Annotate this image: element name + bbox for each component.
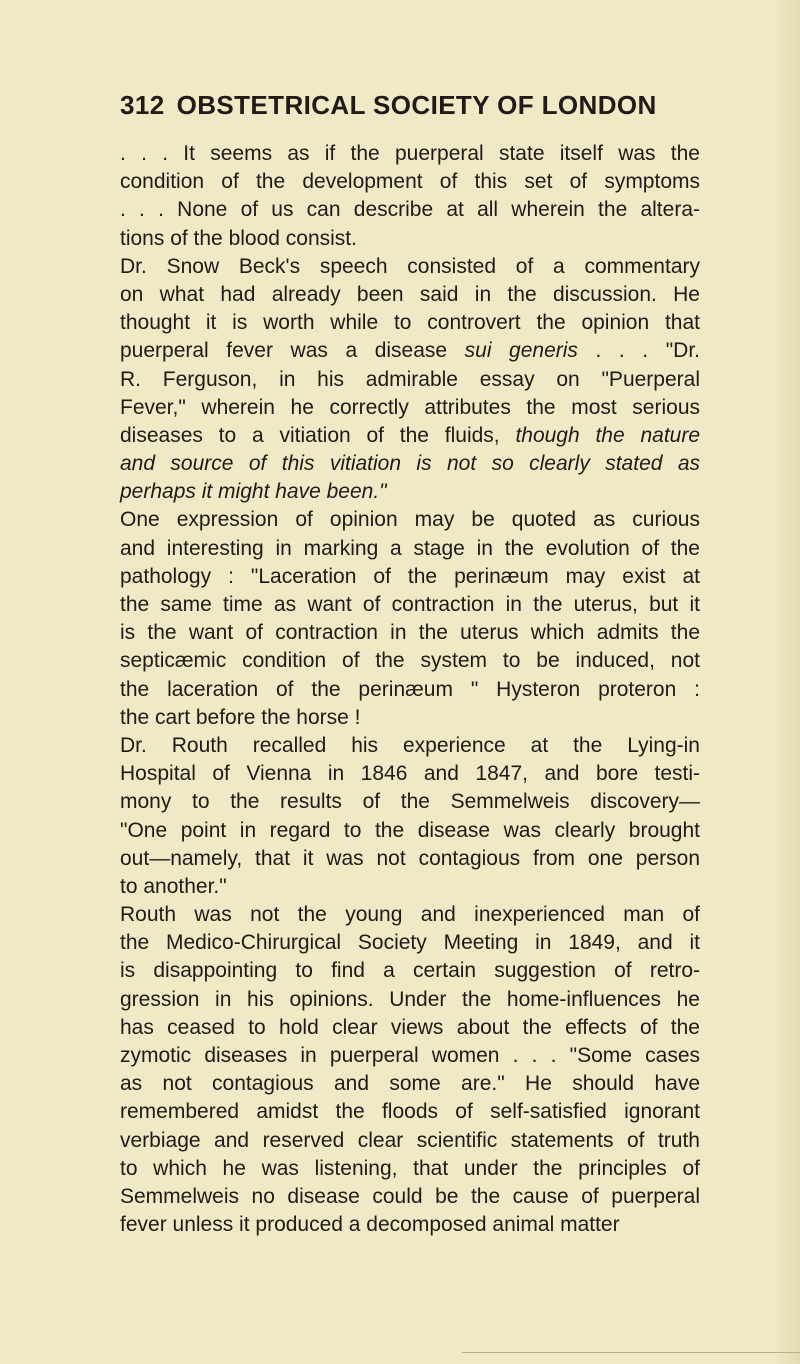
- text-segment: the laceration of the perinæum " Hysteron proteron :: [120, 677, 700, 701]
- text-line: [120, 1014, 700, 1042]
- text-segment: condition of the development of this set of symptoms: [120, 170, 700, 194]
- text-line: [120, 732, 700, 760]
- text-segment: verbiage and reserved clear scientific statements of truth: [120, 1128, 700, 1152]
- text-line: [120, 704, 700, 732]
- text-segment: mony to the results of the Semmelweis discovery—: [120, 790, 700, 814]
- text-segment: has ceased to hold clear views about the effects of the: [120, 1015, 700, 1039]
- text-line: [120, 366, 700, 394]
- italic-text: and source of this vitiation is not so clearly stated as: [120, 452, 700, 476]
- text-line: [120, 563, 700, 591]
- text-line: [120, 647, 700, 675]
- text-segment: Semmelweis no disease could be the cause of puerperal: [120, 1184, 700, 1208]
- text-line: [120, 591, 700, 619]
- text-line: [120, 1155, 700, 1183]
- text-segment: fever unless it produced a decomposed animal matter: [120, 1213, 620, 1237]
- text-segment: and interesting in marking a stage in the evolution of the: [120, 536, 700, 560]
- page-edge-shadow: [774, 0, 800, 1364]
- text-line: [120, 1211, 700, 1239]
- text-segment: to which he was listening, that under the principles of: [120, 1156, 700, 1180]
- paragraph: [120, 506, 700, 732]
- paragraph: [120, 140, 700, 253]
- paragraph: [120, 901, 700, 1239]
- text-line: [120, 873, 700, 901]
- text-line: [120, 1042, 700, 1070]
- text-line: [120, 506, 700, 534]
- body-text: [120, 140, 700, 1239]
- text-segment: . . . "Dr.: [577, 339, 700, 363]
- text-segment: gression in his opinions. Under the home-influences he: [120, 987, 700, 1011]
- text-segment: pathology : "Laceration of the perinæum may exist at: [120, 564, 700, 588]
- text-line: [120, 1098, 700, 1126]
- running-header: [120, 90, 700, 121]
- text-line: [120, 253, 700, 281]
- text-line: [120, 901, 700, 929]
- text-line: [120, 535, 700, 563]
- text-segment: the same time as want of contraction in the uterus, but it: [120, 593, 700, 616]
- text-segment: "One point in regard to the disease was clearly brought: [120, 818, 700, 842]
- paragraph: [120, 253, 700, 507]
- text-line: [120, 817, 700, 845]
- text-line: [120, 422, 700, 450]
- text-segment: Hospital of Vienna in 1846 and 1847, and bore testi-: [120, 762, 700, 786]
- text-line: [120, 676, 700, 704]
- text-line: [120, 478, 700, 506]
- text-segment: puerperal fever was a disease: [120, 339, 465, 363]
- text-segment: thought it is worth while to controvert the opinion that: [120, 311, 700, 335]
- text-line: [120, 619, 700, 647]
- text-segment: out—namely, that it was not contagious from one person: [120, 846, 700, 870]
- text-line: [120, 1070, 700, 1098]
- text-segment: remembered amidst the floods of self-satisfied ignorant: [120, 1100, 700, 1124]
- italic-text: sui generis: [464, 339, 578, 363]
- text-line: [120, 225, 700, 253]
- text-line: [120, 309, 700, 337]
- text-segment: is the want of contraction in the uterus which admits the: [120, 621, 700, 645]
- text-segment: Fever," wherein he correctly attributes the most serious: [120, 395, 700, 419]
- text-line: [120, 196, 700, 224]
- text-line: [120, 337, 700, 365]
- text-segment: is disappointing to find a certain suggestion of retro-: [120, 959, 700, 983]
- text-line: [120, 281, 700, 309]
- text-segment: diseases to a vitiation of the fluids,: [120, 423, 516, 447]
- text-segment: Dr. Routh recalled his experience at the Lying-in: [120, 733, 700, 757]
- text-segment: to another.": [120, 874, 227, 898]
- text-segment: Dr. Snow Beck's speech consisted of a commentary: [120, 254, 700, 278]
- text-segment: . . . None of us can describe at all wherein the altera-: [120, 198, 700, 222]
- text-segment: . . . It seems as if the puerperal state itself was the: [120, 142, 700, 165]
- text-segment: R. Ferguson, in his admirable essay on "Puerperal: [120, 367, 700, 391]
- running-title: OBSTETRICAL SOCIETY OF LONDON: [176, 90, 657, 120]
- text-line: [120, 168, 700, 196]
- text-segment: Routh was not the young and inexperienced man of: [120, 903, 700, 927]
- page-number: 312: [120, 90, 165, 120]
- paragraph: [120, 732, 700, 901]
- text-line: [120, 788, 700, 816]
- text-line: [120, 845, 700, 873]
- italic-text: though the nature: [515, 423, 701, 447]
- text-segment: One expression of opinion may be quoted as curious: [120, 508, 700, 532]
- text-line: [120, 760, 700, 788]
- italic-text: perhaps it might have been.": [120, 480, 387, 504]
- bottom-edge-line: [462, 1352, 800, 1353]
- text-line: [120, 986, 700, 1014]
- text-segment: zymotic diseases in puerperal women . . . "Some cases: [120, 1044, 700, 1067]
- text-line: [120, 450, 700, 478]
- text-segment: as not contagious and some are." He should have: [120, 1072, 700, 1096]
- text-line: [120, 1183, 700, 1211]
- text-line: [120, 929, 700, 957]
- text-line: [120, 957, 700, 985]
- text-line: [120, 1127, 700, 1155]
- text-line: [120, 140, 700, 168]
- text-segment: on what had already been said in the discussion. He: [120, 282, 700, 306]
- text-segment: tions of the blood consist.: [120, 226, 357, 250]
- text-segment: the cart before the horse !: [120, 705, 361, 729]
- text-segment: septicæmic condition of the system to be induced, not: [120, 649, 700, 673]
- text-line: [120, 394, 700, 422]
- text-segment: the Medico-Chirurgical Society Meeting in 1849, and it: [120, 931, 700, 955]
